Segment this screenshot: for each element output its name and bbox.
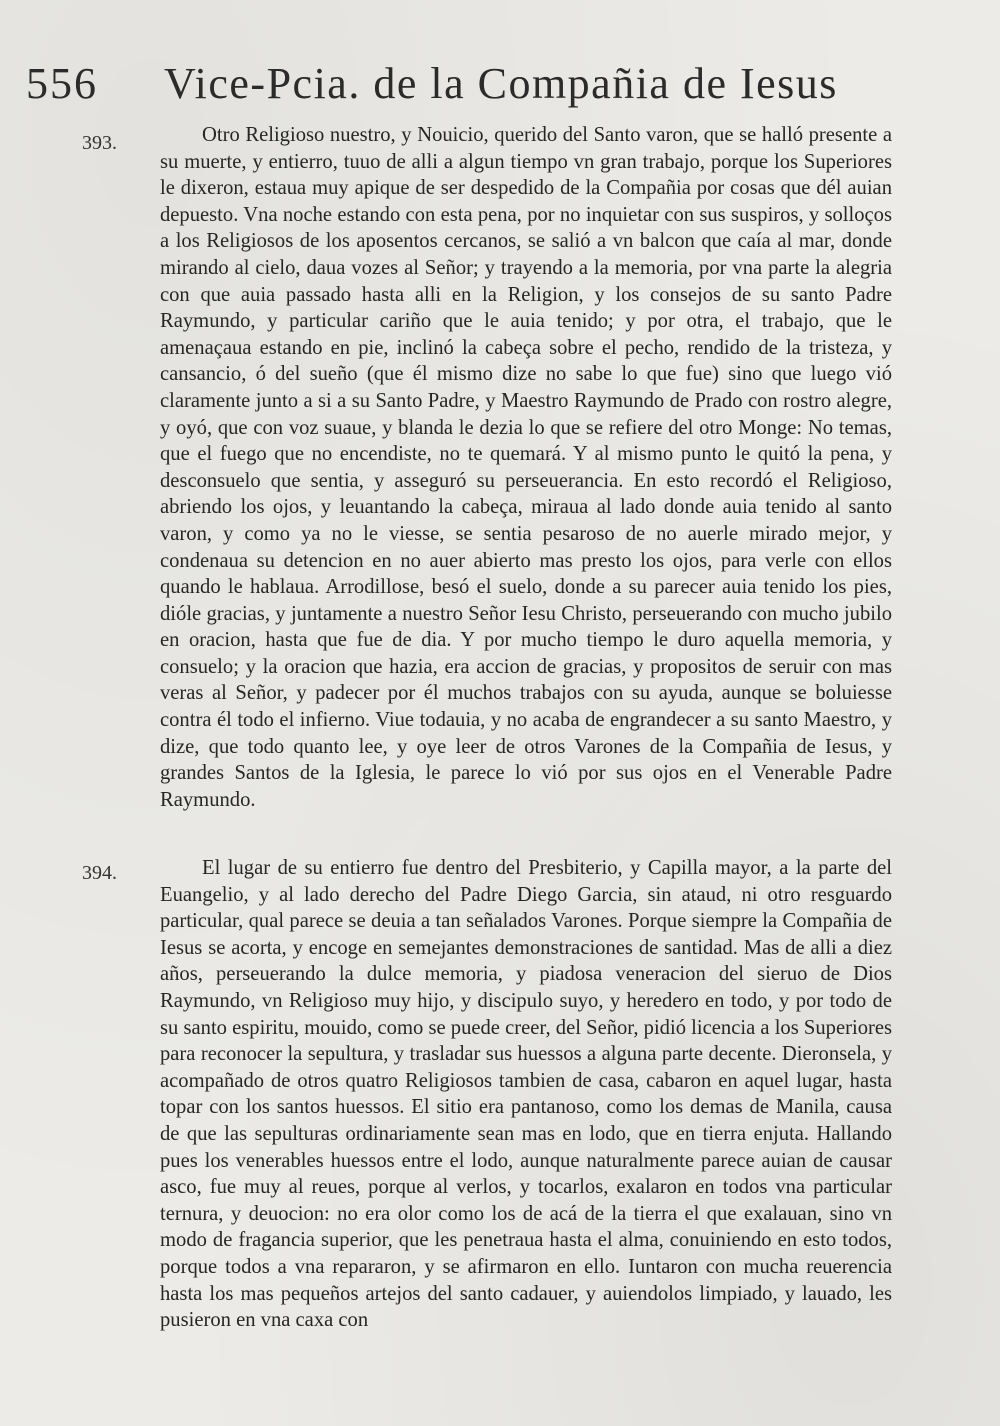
paragraph-number: 394. [82, 862, 117, 884]
page-header [26, 58, 906, 118]
page-number: 556 [26, 59, 98, 108]
paragraph-394 [160, 855, 892, 1334]
paragraph-393 [160, 122, 892, 813]
paragraph-text: Otro Religioso nuestro, y Nouicio, querido del Santo varon, que se halló presente a su muerte, y entierro, tuuo de alli a algun tiempo vn gran trabajo, porque los Superiores le dixeron, estaua muy apique de ser despedido de la Compañia por cosas que dél auian depuesto. Vna noche estando con esta pena, por no inquietar con sus suspiros, y solloços a los Religiosos de los aposentos cercanos, se salió a vn balcon que caía al mar, donde mirando al cielo, daua vozes al Señor; y trayendo a la memoria, por vna parte la alegria con que auia passado hasta alli en la Religion, y los consejos de su santo Padre Raymundo, y particular cariño que le auia tenido; y por otra, el trabajo, que le amenaçaua estando en pie, inclinó la cabeça sobre el pecho, rendido de la tristeza, y cansancio, ó del sueño (que él mismo dize no sabe lo que fue) sino que luego vió claramente junto a si a su Santo Padre, y Maestro Raymundo de Prado con rostro alegre, y oyó, que con voz suaue, y blanda le dezia lo que se refiere del otro Monge: No temas, que el fuego que no encendiste, no te quemará. Y al mismo punto le quitó la pena, y desconsuelo que sentia, y asseguró su perseuerancia. En esto recordó el Religioso, abriendo los ojos, y leuantando la cabeça, miraua al lado donde auia tenido al santo varon, y como ya no le viesse, se sentia pesaroso de no auerle mirado mejor, y condenaua su detencion en no auer abierto mas presto los ojos, para verle con ellos quando le hablaua. Arrodillose, besó el suelo, donde a su parecer auia tenido los pies, dióle gracias, y juntamente a nuestro Señor Iesu Christo, perseuerando con mucho jubilo en oracion, hasta que fue de dia. Y por mucho tiempo le duro aquella memoria, y consuelo; y la oracion que hazia, era accion de gracias, y propositos de seruir con mas veras al Señor, y padecer por él muchos trabajos con su ayuda, aunque se boluiesse contra él todo el infierno. Viue todauia, y no acaba de engrandecer a su santo Maestro, y dize, que todo quanto lee, y oye leer de otros Varones de la Compañia de Iesus, y grandes Santos de la Iglesia, le parece lo vió por sus ojos en el Venerable Padre Raymundo. [160, 124, 892, 811]
running-title: Vice-Pcia. de la Compañia de Iesus [164, 59, 838, 108]
paragraph-number: 393. [82, 132, 117, 154]
paragraph-text: El lugar de su entierro fue dentro del Presbiterio, y Capilla mayor, a la parte del Euangelio, y al lado derecho del Padre Diego Garcia, sin ataud, ni otro resguardo particular, qual parece se deuia a tan señalados Varones. Porque siempre la Compañia de Iesus se acorta, y encoge en semejantes demonstraciones de santidad. Mas de alli a diez años, perseuerando la dulce memoria, y piadosa veneracion del sieruo de Dios Raymundo, vn Religioso muy hijo, y discipulo suyo, y heredero en todo, y por todo de su santo espiritu, mouido, como se puede creer, del Señor, pidió licencia a los Superiores para reconocer la sepultura, y trasladar sus huessos a alguna parte decente. Dieronsela, y acompañado de otros quatro Religiosos tambien de casa, cabaron en aquel lugar, hasta topar con los santos huessos. El sitio era pantanoso, como los demas de Manila, causa de que las sepulturas ordinariamente sean mas en lodo, que en tierra enjuta. Hallando pues los venerables huessos entre el lodo, aunque naturalmente parece auian de causar asco, fue muy al reues, porque al verlos, y tocarlos, exalaron en todos vna particular ternura, y deuocion: no era olor como los de acá de la tierra el que exalauan, sino vn modo de fragancia superior, que les penetraua hasta el alma, conuiniendo en esto todos, porque todos a vna repararon, y se afirmaron en ello. Iuntaron con mucha reuerencia hasta los mas pequeños artejos del santo cadauer, y auiendolos limpiado, y lauado, les pusieron en vna caxa con [160, 857, 892, 1332]
